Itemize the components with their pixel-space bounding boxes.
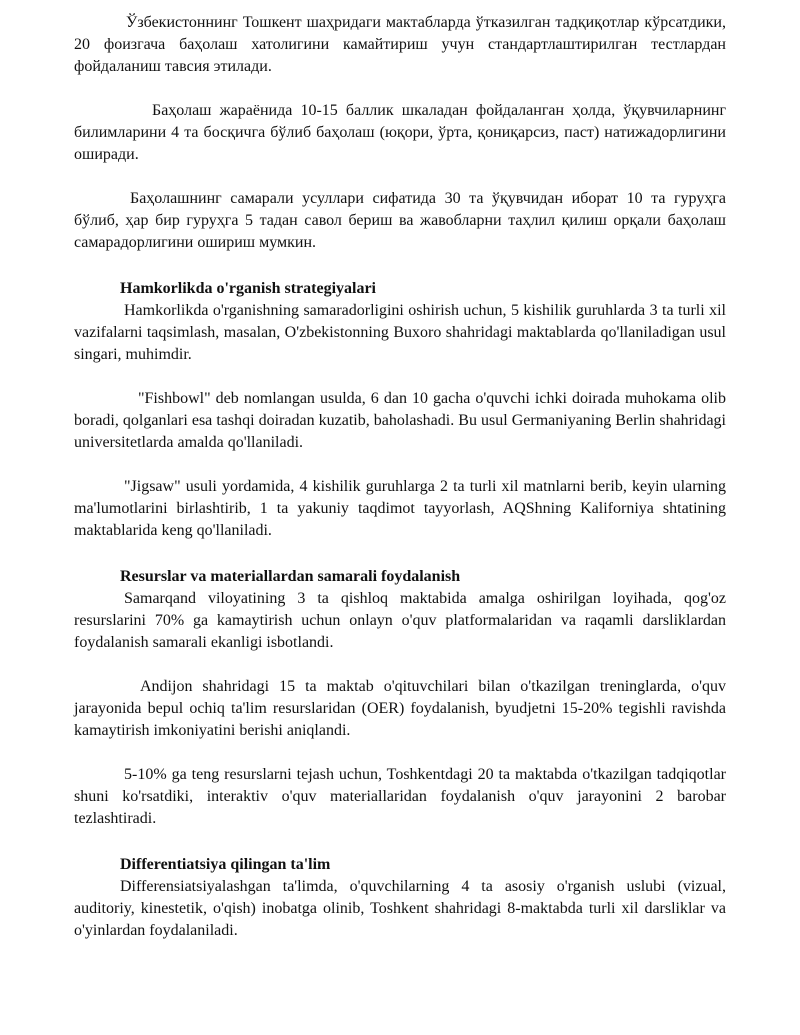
section-heading-collaborative-learning: Hamkorlikda o'rganish strategiyalari: [120, 280, 376, 297]
paragraph-assessment-errors: Ўзбекистоннинг Тошкент шаҳридаги мактабларда ўтказилган тадқиқотлар кўрсатдики, 20 фоизгача баҳолаш хатолигини камайтириш учун стандартлаштирилган тестлардан фойдаланиш тавсия этилади.: [74, 14, 726, 75]
paragraph-samarkand-project: Samarqand viloyatining 3 ta qishloq maktabida amalga oshirilgan loyihada, qog'oz resurslarini 70% ga kamaytirish uchun onlayn o'quv platformalaridan va raqamli darsliklardan foydalanish samarali ekanligi isbotlandi.: [74, 590, 726, 651]
paragraph-collaborative-groups: Hamkorlikda o'rganishning samaradorligini oshirish uchun, 5 kishilik guruhlarda 3 ta turli xil vazifalarni taqsimlash, masalan, O'zbekistonning Buxoro shahridagi maktablarda qo'llaniladigan usul singari, muhimdir.: [74, 302, 726, 363]
paragraph-fishbowl: "Fishbowl" deb nomlangan usulda, 6 dan 10 gacha o'quvchi ichki doirada muhokama olib boradi, qolganlari esa tashqi doiradan kuzatib, baholashadi. Bu usul Germaniyaning Berlin shahridagi universitetlarda amalda qo'llaniladi.: [74, 390, 726, 451]
paragraph-tashkent-research: 5-10% ga teng resurslarni tejash uchun, Toshkentdagi 20 ta maktabda o'tkazilgan tadqiqotlar shuni ko'rsatdiki, interaktiv o'quv materiallaridan foydalanish o'quv jarayonini 2 barobar tezlashtiradi.: [74, 766, 726, 827]
paragraph-jigsaw: "Jigsaw" usuli yordamida, 4 kishilik guruhlarga 2 ta turli xil matnlarni berib, keyin ularning ma'lumotlarini birlashtirib, 1 ta yakuniy taqdimot tayyorlash, AQShning Kaliforniya shtatining maktablarida keng qo'llaniladi.: [74, 478, 726, 539]
paragraph-andijan-trainings: Andijon shahridagi 15 ta maktab o'qituvchilari bilan o'tkazilgan treninglarda, o'quv jarayonida bepul ochiq ta'lim resurslaridan (OER) foydalanish, byudjetni 15-20% tegishli ravishda kamaytirish imkoniyatini berishi aniqlandi.: [74, 678, 726, 739]
paragraph-group-assessment: Баҳолашнинг самарали усуллари сифатида 30 та ўқувчидан иборат 10 та гуруҳга бўлиб, ҳар бир гуруҳга 5 тадан савол бериш ва жавобларни таҳлил қилиш орқали баҳолаш самарадорлигини ошириш мумкин.: [74, 190, 726, 251]
paragraph-grading-scale: Баҳолаш жараёнида 10-15 баллик шкаладан фойдаланган ҳолда, ўқувчиларнинг билимларини 4 та босқичга бўлиб баҳолаш (юқори, ўрта, қониқарсиз, паст) натижадорлигини оширади.: [74, 102, 726, 163]
paragraph-learning-styles: Differensiatsiyalashgan ta'limda, o'quvchilarning 4 ta asosiy o'rganish uslubi (vizual, auditoriy, kinestetik, o'qish) inobatga olinib, Toshkent shahridagi 8-maktabda turli xil darsliklar va o'yinlardan foydalaniladi.: [74, 878, 726, 939]
section-heading-resources: Resurslar va materiallardan samarali foydalanish: [120, 568, 461, 585]
document-page: [74, 12, 726, 942]
section-heading-differentiation: Differentiatsiya qilingan ta'lim: [120, 856, 331, 873]
